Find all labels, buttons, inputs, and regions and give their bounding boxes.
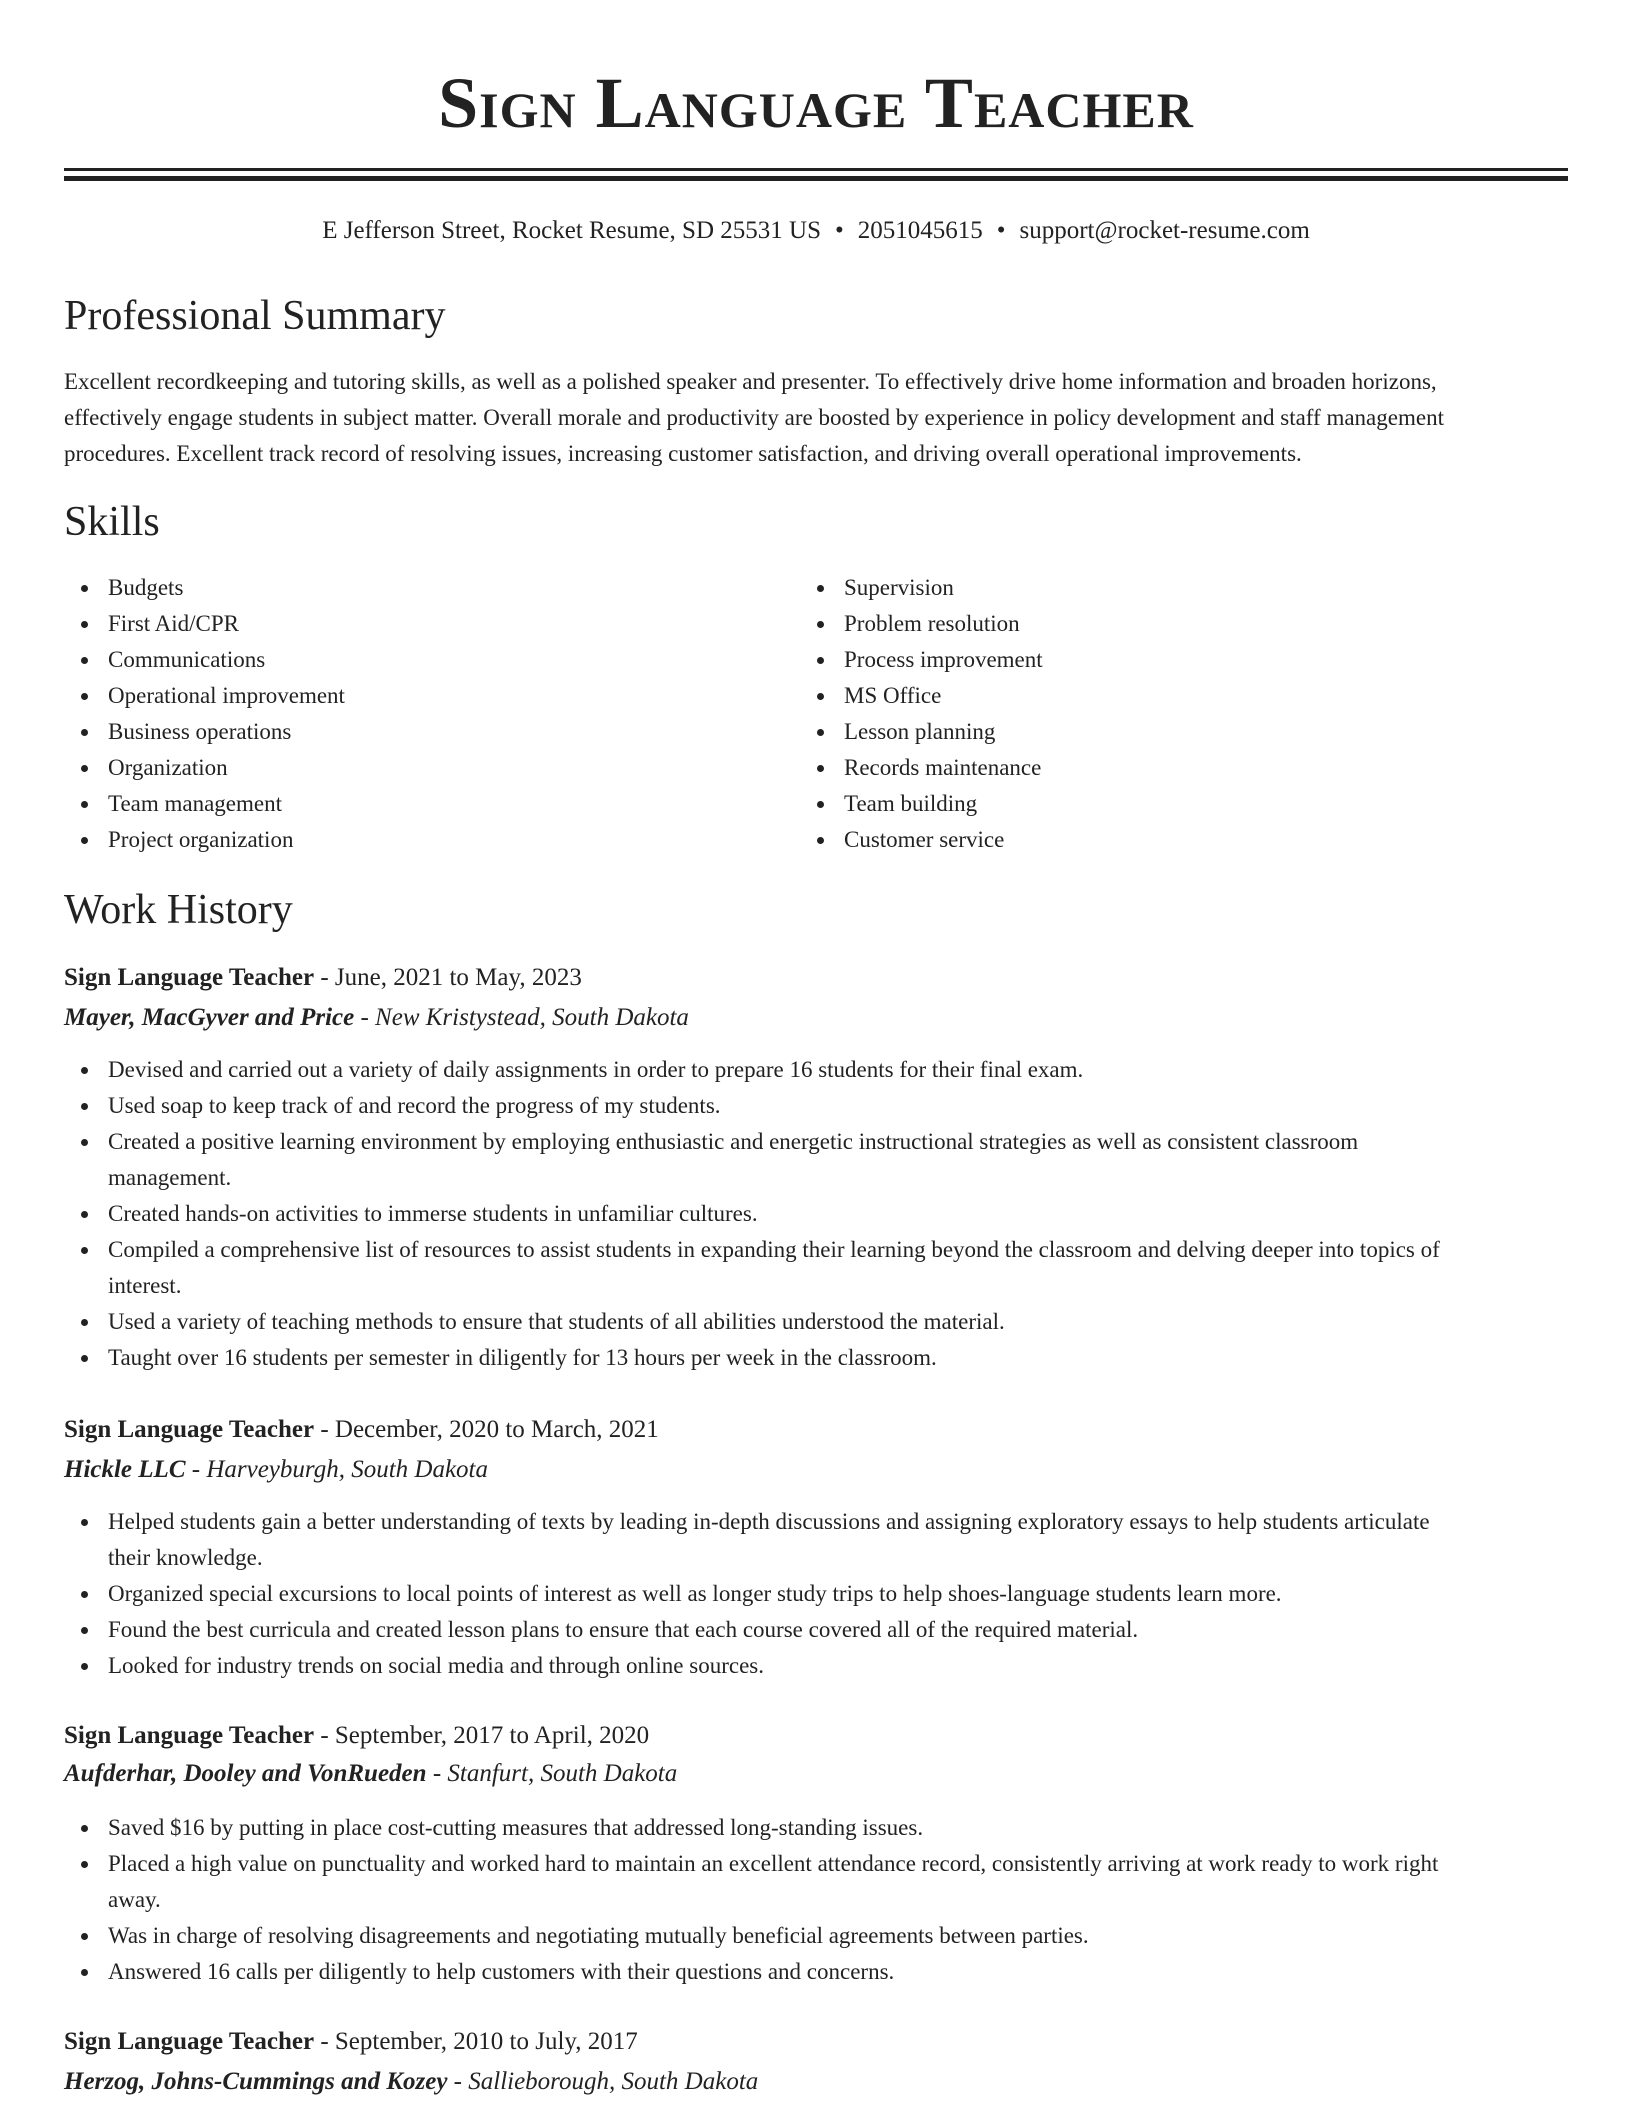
job-bullet (64, 1918, 1568, 1954)
job-bullet (64, 1612, 1568, 1648)
bullet-icon (81, 801, 88, 808)
job-bullet-text: Organized special excursions to local points of interest as well as longer study trips to help shoes-language students learn more. (108, 1581, 1282, 1606)
job-title: Sign Language Teacher (64, 964, 315, 991)
job-bullet-text: Devised and carried out a variety of daily assignments in order to prepare 16 students for their final exam. (108, 1057, 1084, 1082)
skill-label: First Aid/CPR (108, 611, 240, 636)
bullet-icon (81, 765, 88, 772)
contact-separator: • (834, 217, 844, 244)
skills-column-left (64, 570, 764, 858)
job-bullet-text: Answered 16 calls per diligently to help customers with their questions and concerns. (108, 1959, 895, 1984)
job-bullet (64, 1196, 1568, 1232)
job-bullets (64, 1504, 1568, 1684)
job-bullet-text: Placed a high value on punctuality and worked hard to maintain an excellent attendance record, consistently arriving at work ready to work right (108, 1851, 1439, 1876)
bullet-icon (81, 1591, 88, 1598)
bullet-icon (81, 1663, 88, 1670)
job-dates: - June, 2021 to May, 2023 (314, 964, 582, 991)
job-location: - Harveyburgh, South Dakota (185, 1456, 488, 1483)
bullet-icon (81, 1627, 88, 1634)
job-bullet-text: Created a positive learning environment by employing enthusiastic and energetic instructional strategies as well as consistent classroom (108, 1129, 1359, 1154)
skill-item (64, 750, 764, 786)
job-employer (64, 2064, 1568, 2100)
skill-item (800, 714, 1500, 750)
skill-label: Problem resolution (844, 611, 1020, 636)
skill-item (800, 642, 1500, 678)
job-company: Herzog, Johns-Cummings and Kozey (64, 2068, 448, 2095)
job-employer (64, 1756, 1568, 1792)
job-bullet-text: Compiled a comprehensive list of resources to assist students in expanding their learning beyond the classroom and delving deeper into topics of (108, 1237, 1440, 1262)
job-bullet (64, 1576, 1568, 1612)
contact-line (64, 214, 1568, 248)
job-header (64, 1412, 1568, 1448)
job-bullet-text: Was in charge of resolving disagreements and negotiating mutually beneficial agreements between parties. (108, 1923, 1089, 1948)
contact-phone: 2051045615 (857, 217, 983, 244)
title-divider-top (64, 168, 1568, 171)
skill-item (800, 606, 1500, 642)
bullet-icon (81, 1247, 88, 1254)
skill-item (64, 570, 764, 606)
skill-label: Communications (108, 647, 266, 672)
bullet-icon (817, 621, 824, 628)
job-bullet (64, 1340, 1568, 1376)
job-bullet-text: Used a variety of teaching methods to ensure that students of all abilities understood the material. (108, 1309, 1005, 1334)
job-bullet-text: Used soap to keep track of and record the progress of my students. (108, 1093, 721, 1118)
job-bullet (64, 1810, 1568, 1846)
skill-label: Supervision (844, 575, 954, 600)
bullet-icon (81, 1355, 88, 1362)
job-location: - New Kristystead, South Dakota (354, 1004, 689, 1031)
bullet-icon (81, 1969, 88, 1976)
job-bullet (64, 1846, 1568, 1918)
job-bullets (64, 1810, 1568, 1990)
job-bullet-text: interest. (108, 1273, 182, 1298)
job-bullet-text: Taught over 16 students per semester in diligently for 13 hours per week in the classroom. (108, 1345, 937, 1370)
job-bullet (64, 1504, 1568, 1576)
summary-line: procedures. Excellent track record of resolving issues, increasing customer satisfaction, and driving overall operational improvements. (64, 441, 1302, 466)
bullet-icon (81, 1933, 88, 1940)
skill-item (64, 642, 764, 678)
bullet-icon (81, 1139, 88, 1146)
job-company: Mayer, MacGyver and Price (64, 1004, 355, 1031)
skill-label: Customer service (844, 827, 1005, 852)
skill-label: Operational improvement (108, 683, 345, 708)
bullet-icon (81, 657, 88, 664)
job-bullets (64, 1052, 1568, 1376)
job-bullet-text: away. (108, 1887, 161, 1912)
skill-label: Team management (108, 791, 283, 816)
skill-label: MS Office (844, 683, 942, 708)
summary-paragraph (64, 364, 1568, 472)
job-company: Hickle LLC (64, 1456, 186, 1483)
job-bullet-text: Created hands-on activities to immerse students in unfamiliar cultures. (108, 1201, 758, 1226)
job-dates: - December, 2020 to March, 2021 (314, 1416, 659, 1443)
job-title: Sign Language Teacher (64, 1722, 315, 1749)
skill-item (800, 822, 1500, 858)
bullet-icon (81, 729, 88, 736)
bullet-icon (81, 1067, 88, 1074)
job-bullet-text: management. (108, 1165, 232, 1190)
skills-heading: Skills (64, 499, 160, 545)
job-header (64, 2024, 1568, 2060)
skill-item (800, 750, 1500, 786)
job-header (64, 1718, 1568, 1754)
job-employer (64, 1000, 1568, 1036)
bullet-icon (817, 801, 824, 808)
bullet-icon (81, 1211, 88, 1218)
job-bullet (64, 1304, 1568, 1340)
skill-label: Business operations (108, 719, 292, 744)
job-bullet (64, 1648, 1568, 1684)
job-bullet (64, 1124, 1568, 1196)
resume-title: Sign Language Teacher (438, 63, 1194, 143)
job-header (64, 960, 1568, 996)
skill-item (64, 786, 764, 822)
bullet-icon (81, 1103, 88, 1110)
job-dates: - September, 2017 to April, 2020 (314, 1722, 650, 1749)
job-bullet (64, 1088, 1568, 1124)
job-bullet-text: Looked for industry trends on social media and through online sources. (108, 1653, 764, 1678)
job-location: - Stanfurt, South Dakota (426, 1760, 678, 1787)
job-bullet-text: their knowledge. (108, 1545, 263, 1570)
work-history-heading: Work History (64, 887, 293, 933)
skill-item (64, 714, 764, 750)
job-bullet-text: Found the best curricula and created lesson plans to ensure that each course covered all of the required material. (108, 1617, 1139, 1642)
bullet-icon (81, 621, 88, 628)
skill-label: Budgets (108, 575, 184, 600)
bullet-icon (81, 1861, 88, 1868)
summary-heading: Professional Summary (64, 293, 446, 339)
bullet-icon (817, 585, 824, 592)
summary-line: effectively engage students in subject matter. Overall morale and productivity are boosted by experience in policy development and staff management (64, 405, 1444, 430)
skill-label: Organization (108, 755, 228, 780)
bullet-icon (81, 1519, 88, 1526)
skill-label: Process improvement (844, 647, 1043, 672)
bullet-icon (81, 693, 88, 700)
skill-item (800, 570, 1500, 606)
job-title: Sign Language Teacher (64, 1416, 315, 1443)
bullet-icon (817, 765, 824, 772)
skill-item (64, 822, 764, 858)
bullet-icon (81, 1825, 88, 1832)
job-bullet-text: Helped students gain a better understanding of texts by leading in-depth discussions and assigning exploratory essays to help students articulate (108, 1509, 1430, 1534)
summary-line: Excellent recordkeeping and tutoring skills, as well as a polished speaker and presenter. To effectively drive home information and broaden horizons, (64, 369, 1437, 394)
bullet-icon (81, 837, 88, 844)
skill-label: Records maintenance (844, 755, 1042, 780)
skill-item (800, 786, 1500, 822)
contact-separator: • (996, 217, 1006, 244)
skill-item (64, 678, 764, 714)
bullet-icon (81, 1319, 88, 1326)
title-divider-bottom (64, 176, 1568, 181)
skills-column-right (800, 570, 1500, 858)
job-title: Sign Language Teacher (64, 2028, 315, 2055)
job-bullet (64, 1052, 1568, 1088)
job-company: Aufderhar, Dooley and VonRueden (64, 1760, 427, 1787)
bullet-icon (817, 729, 824, 736)
job-location: - Sallieborough, South Dakota (447, 2068, 759, 2095)
skill-item (800, 678, 1500, 714)
bullet-icon (817, 837, 824, 844)
contact-address: E Jefferson Street, Rocket Resume, SD 25531 US (322, 217, 821, 244)
job-employer (64, 1452, 1568, 1488)
bullet-icon (81, 585, 88, 592)
job-bullet (64, 1954, 1568, 1990)
job-bullet (64, 1232, 1568, 1304)
bullet-icon (817, 657, 824, 664)
job-dates: - September, 2010 to July, 2017 (314, 2028, 638, 2055)
skill-label: Team building (844, 791, 978, 816)
contact-email: support@rocket-resume.com (1019, 217, 1310, 244)
skill-item (64, 606, 764, 642)
skill-label: Project organization (108, 827, 294, 852)
bullet-icon (817, 693, 824, 700)
skill-label: Lesson planning (844, 719, 996, 744)
job-bullet-text: Saved $16 by putting in place cost-cutting measures that addressed long-standing issues. (108, 1815, 924, 1840)
